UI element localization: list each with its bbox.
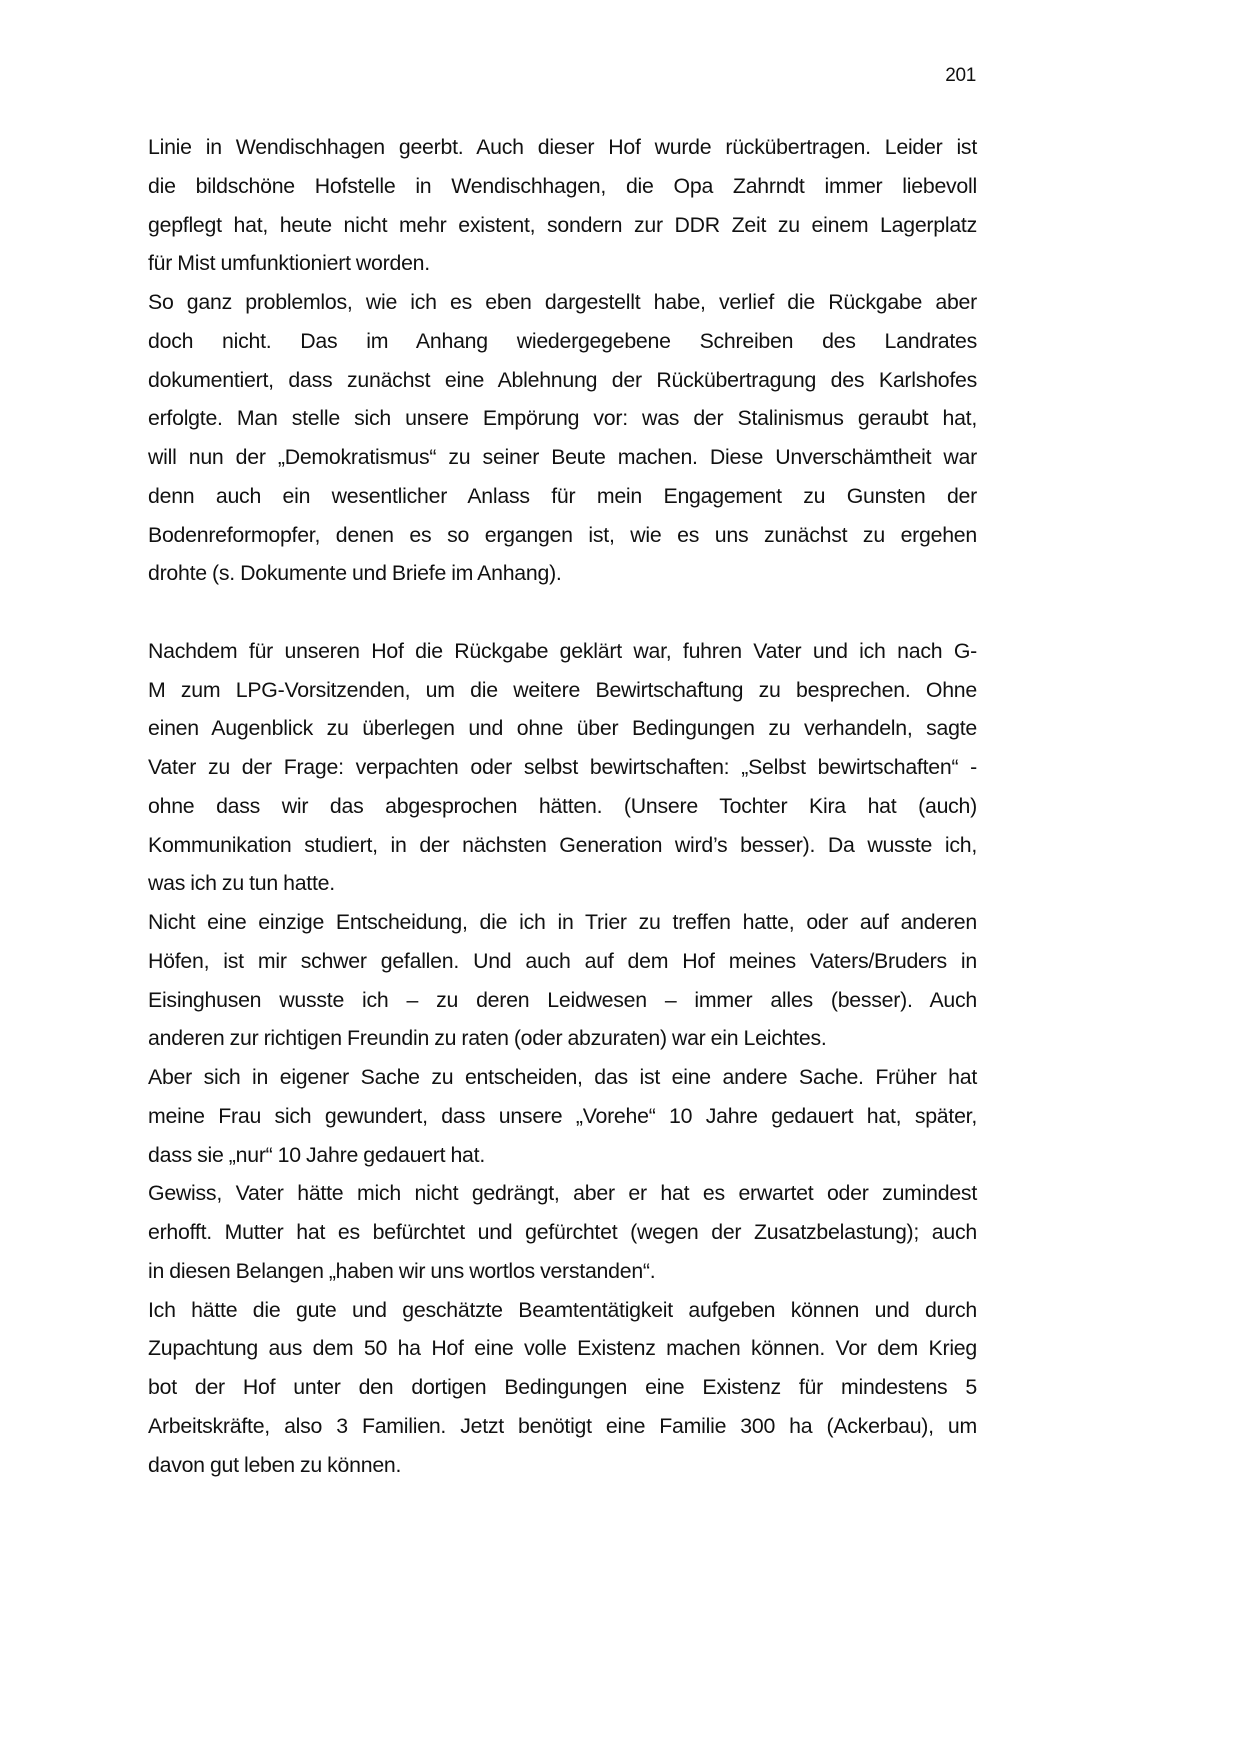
- paragraph: [148, 903, 977, 1058]
- text-line: was ich zu tun hatte.: [148, 871, 335, 896]
- page-number: 201: [945, 65, 976, 86]
- text-line: in diesen Belangen „haben wir uns wortlos verstanden“.: [148, 1258, 656, 1283]
- text-line: Höfen, ist mir schwer gefallen. Und auch auf dem Hof meines Vaters/Bruders in: [148, 948, 977, 973]
- text-line: denn auch ein wesentlicher Anlass für mein Engagement zu Gunsten der: [148, 483, 977, 508]
- text-line: Zupachtung aus dem 50 ha Hof eine volle Existenz machen können. Vor dem Krieg: [148, 1336, 977, 1361]
- text-line: Ich hätte die gute und geschätzte Beamtentätigkeit aufgeben können und durch: [148, 1297, 977, 1322]
- text-line: erhofft. Mutter hat es befürchtet und gefürchtet (wegen der Zusatzbelastung); auch: [148, 1220, 977, 1244]
- body-text: [148, 128, 977, 1484]
- text-line: die bildschöne Hofstelle in Wendischhagen, die Opa Zahrndt immer liebevoll: [148, 173, 977, 198]
- text-line: So ganz problemlos, wie ich es eben dargestellt habe, verlief die Rückgabe aber: [148, 290, 977, 314]
- text-line: für Mist umfunktioniert worden.: [148, 251, 430, 276]
- text-line: Linie in Wendischhagen geerbt. Auch dieser Hof wurde rückübertragen. Leider ist: [148, 135, 977, 159]
- text-line: Gewiss, Vater hätte mich nicht gedrängt, aber er hat es erwartet oder zumindest: [148, 1181, 977, 1206]
- text-line: drohte (s. Dokumente und Briefe im Anhang).: [148, 561, 562, 586]
- text-line: Nicht eine einzige Entscheidung, die ich in Trier zu treffen hatte, oder auf anderen: [148, 910, 977, 934]
- text-line: doch nicht. Das im Anhang wiedergegebene Schreiben des Landrates: [148, 328, 977, 353]
- paragraph: [148, 1174, 977, 1290]
- text-line: Arbeitskräfte, also 3 Familien. Jetzt benötigt eine Familie 300 ha (Ackerbau), um: [148, 1413, 977, 1438]
- text-line: gepflegt hat, heute nicht mehr existent, sondern zur DDR Zeit zu einem Lagerplatz: [148, 212, 977, 237]
- text-line: M zum LPG-Vorsitzenden, um die weitere Bewirtschaftung zu besprechen. Ohne: [148, 677, 977, 702]
- text-line: erfolgte. Man stelle sich unsere Empörung vor: was der Stalinismus geraubt hat,: [148, 406, 977, 431]
- text-line: will nun der „Demokratismus“ zu seiner Beute machen. Diese Unverschämtheit war: [148, 445, 977, 469]
- text-line: einen Augenblick zu überlegen und ohne über Bedingungen zu verhandeln, sagte: [148, 716, 977, 741]
- text-line: Aber sich in eigener Sache zu entscheiden, das ist eine andere Sache. Früher hat: [148, 1065, 977, 1089]
- text-line: anderen zur richtigen Freundin zu raten (oder abzuraten) war ein Leichtes.: [148, 1026, 827, 1051]
- paragraph: [148, 632, 977, 903]
- paragraph: [148, 128, 977, 283]
- text-line: Eisinghusen wusste ich – zu deren Leidwesen – immer alles (besser). Auch: [148, 987, 977, 1012]
- text-line: Kommunikation studiert, in der nächsten Generation wird’s besser). Da wusste ich,: [148, 832, 977, 857]
- text-line: bot der Hof unter den dortigen Bedingungen eine Existenz für mindestens 5: [148, 1375, 977, 1399]
- text-line: dass sie „nur“ 10 Jahre gedauert hat.: [148, 1142, 485, 1167]
- text-line: davon gut leben zu können.: [148, 1452, 402, 1477]
- text-line: Nachdem für unseren Hof die Rückgabe geklärt war, fuhren Vater und ich nach G-: [148, 638, 977, 663]
- text-line: meine Frau sich gewundert, dass unsere „Vorehe“ 10 Jahre gedauert hat, später,: [148, 1103, 977, 1128]
- text-line: dokumentiert, dass zunächst eine Ablehnung der Rückübertragung des Karlshofes: [148, 367, 977, 392]
- paragraph: [148, 1058, 977, 1174]
- paragraph: [148, 1291, 977, 1485]
- text-line: Vater zu der Frage: verpachten oder selbst bewirtschaften: „Selbst bewirtschaften“ -: [148, 755, 977, 779]
- text-line: Bodenreformopfer, denen es so ergangen ist, wie es uns zunächst zu ergehen: [148, 522, 977, 547]
- paragraph: [148, 283, 977, 593]
- text-line: ohne dass wir das abgesprochen hätten. (Unsere Tochter Kira hat (auch): [148, 793, 977, 818]
- paragraph-gap: [148, 593, 977, 632]
